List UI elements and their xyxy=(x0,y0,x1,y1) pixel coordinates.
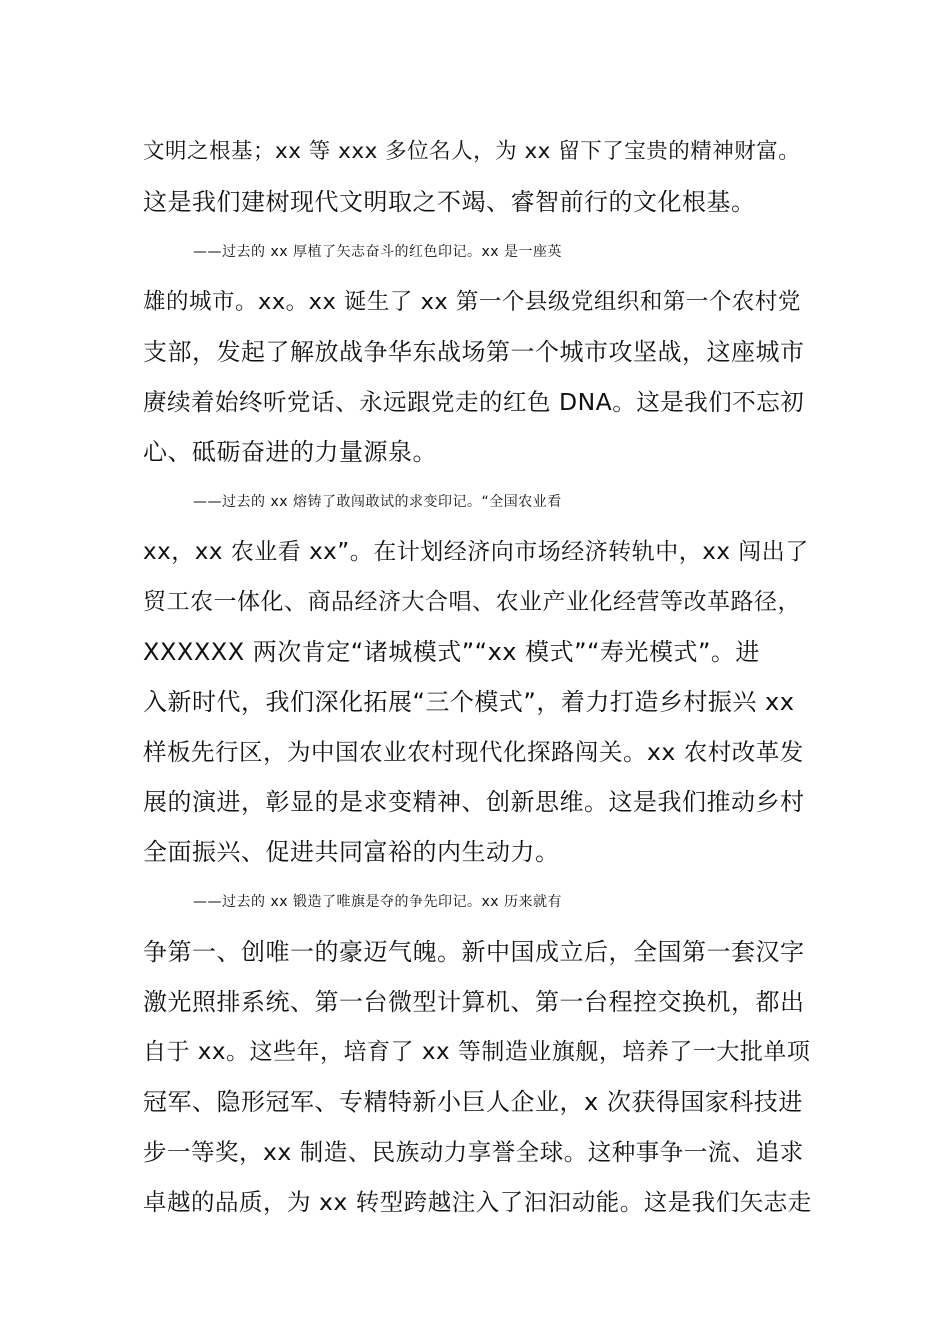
text-line: 卓越的品质，为 xx 转型跨越注入了汩汩动能。这是我们矢志走 xyxy=(143,1188,812,1216)
text-line: 心、砥砺奋进的力量源泉。 xyxy=(143,438,437,466)
text-line: 争第一、创唯一的豪迈气魄。新中国成立后，全国第一套汉字 xyxy=(143,938,805,966)
text-line: 赓续着始终听党话、永远跟党走的红色 DNA。这是我们不忘初 xyxy=(143,388,805,416)
paragraph-start-line: ——过去的 xx 厚植了矢志奋斗的红色印记。xx 是一座英 xyxy=(193,244,562,260)
text-line: 样板先行区，为中国农业农村现代化探路闯关。xx 农村改革发 xyxy=(143,738,804,766)
text-line: 文明之根基；xx 等 xxx 多位名人，为 xx 留下了宝贵的精神财富。 xyxy=(143,139,801,164)
text-line: 激光照排系统、第一台微型计算机、第一台程控交换机，都出 xyxy=(143,988,805,1016)
text-line: XXXXXX 两次肯定“诸城模式”“xx 模式”“寿光模式”。进 xyxy=(143,638,760,666)
text-line: 贸工农一体化、商品经济大合唱、农业产业化经营等改革路径， xyxy=(143,589,801,615)
text-line: 雄的城市。xx。xx 诞生了 xx 第一个县级党组织和第一个农村党 xyxy=(143,289,801,315)
text-line: 自于 xx。这些年，培育了 xx 等制造业旗舰，培养了一大批单项 xyxy=(143,1039,811,1065)
paragraph-start-line: ——过去的 xx 锻造了唯旗是夺的争先印记。xx 历来就有 xyxy=(193,894,562,910)
document-body xyxy=(143,127,811,1227)
text-line: 这是我们建树现代文明取之不竭、睿智前行的文化根基。 xyxy=(143,188,756,216)
paragraph-start-line: ——过去的 xx 熔铸了敢闯敢试的求变印记。“全国农业看 xyxy=(193,494,562,510)
text-line: 全面振兴、促进共同富裕的内生动力。 xyxy=(143,838,560,866)
text-line: 入新时代，我们深化拓展“三个模式”，着力打造乡村振兴 xx xyxy=(143,688,795,716)
text-line: 步一等奖，xx 制造、民族动力享誉全球。这种事争一流、追求 xyxy=(143,1138,804,1166)
text-line: 展的演进，彰显的是求变精神、创新思维。这是我们推动乡村 xyxy=(143,788,805,816)
text-line: xx，xx 农业看 xx”。在计划经济向市场经济转轨中，xx 闯出了 xyxy=(143,539,809,565)
text-line: 支部，发起了解放战争华东战场第一个城市攻坚战，这座城市 xyxy=(143,338,805,366)
text-line: 冠军、隐形冠军、专精特新小巨人企业，x 次获得国家科技进 xyxy=(143,1088,803,1116)
